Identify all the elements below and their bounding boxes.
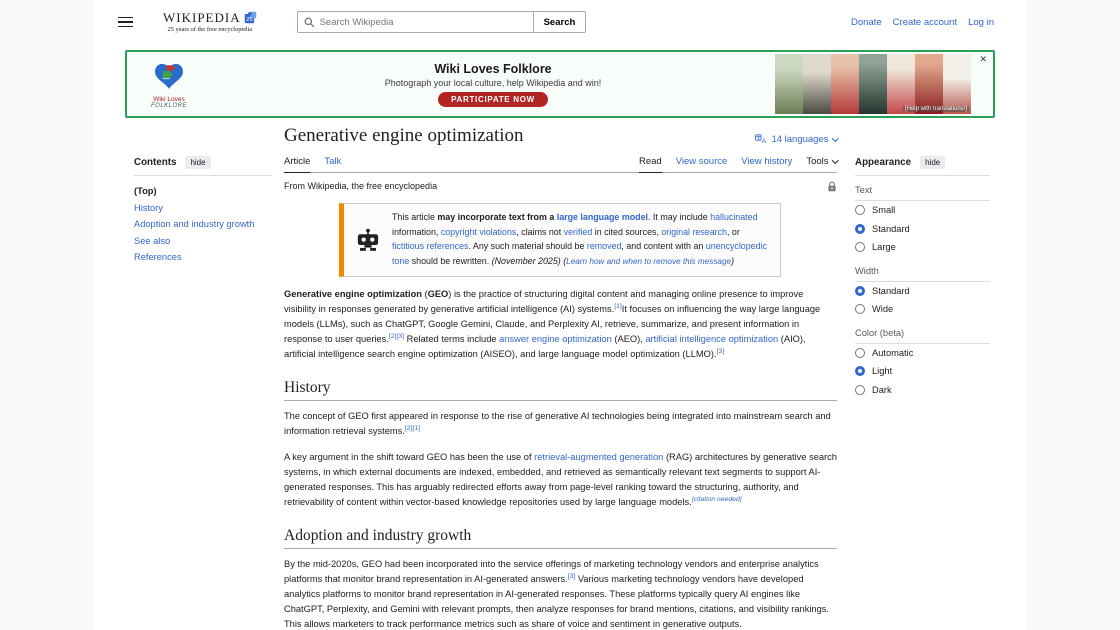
donate-link[interactable]: Donate bbox=[851, 16, 882, 28]
wiki-link[interactable]: verified bbox=[563, 226, 593, 237]
text-run: may incorporate text from a bbox=[437, 211, 557, 222]
wiki-link[interactable]: answer engine optimization bbox=[499, 333, 612, 344]
appearance-sidebar bbox=[855, 122, 990, 630]
svg-text:A: A bbox=[762, 138, 767, 145]
wiki-link[interactable]: unencyclopedic tone bbox=[392, 241, 767, 267]
tab-view-source[interactable]: View source bbox=[675, 155, 728, 167]
article-main bbox=[284, 122, 837, 630]
language-count-label: 14 languages bbox=[771, 133, 829, 145]
contents-hide-button[interactable]: hide bbox=[185, 156, 210, 169]
text-run: (AIO), artificial intelligence search engine optimization (AISEO), and large language model optimization (LLMO). bbox=[284, 333, 806, 359]
chevron-down-icon bbox=[832, 157, 838, 163]
text-run: It focuses on influencing the way large language models (LLMs), such as ChatGPT, Google Gemini, Claude, and Perplexity AI, retrieve, summarize, and present information in response to user queries. bbox=[284, 303, 821, 344]
tab-view-history[interactable]: View history bbox=[741, 155, 793, 167]
wikipedia-tagline: 25 years of the free encyclopedia bbox=[167, 25, 253, 33]
site-header bbox=[94, 0, 1026, 44]
hamburger-menu-icon[interactable] bbox=[118, 17, 133, 28]
toc-item-adoption[interactable]: Adoption and industry growth bbox=[134, 219, 255, 229]
help-with-translations-link[interactable]: [Help with translations!] bbox=[904, 106, 967, 112]
toc-item-history[interactable]: History bbox=[134, 202, 163, 213]
adoption-paragraph-1 bbox=[284, 557, 837, 630]
wikipedia-wordmark: WIKIPEDIA bbox=[163, 10, 241, 26]
citation-link[interactable]: [3] bbox=[567, 572, 576, 580]
radio-icon bbox=[855, 366, 865, 376]
radio-icon bbox=[855, 242, 865, 252]
radio-icon bbox=[855, 348, 865, 358]
text-run: A key argument in the shift toward GEO has been the use of bbox=[284, 451, 535, 462]
svg-text:25: 25 bbox=[245, 17, 253, 24]
text-run: ) is the practice of structuring digital content and managing online presence to improve visibility in responses generated by generative artificial intelligence (AI) systems. bbox=[284, 288, 804, 314]
radio-icon bbox=[855, 224, 865, 234]
text-run: ) bbox=[731, 256, 735, 267]
text-run: ( bbox=[421, 288, 428, 299]
radio-icon bbox=[855, 286, 865, 296]
text-run: Generative engine optimization bbox=[284, 288, 422, 299]
tab-talk[interactable]: Talk bbox=[324, 155, 342, 167]
banner-title: Wiki Loves Folklore bbox=[434, 61, 552, 76]
tab-tools[interactable]: Tools bbox=[806, 156, 837, 172]
text-run: . It may include bbox=[647, 211, 711, 222]
appearance-hide-button[interactable]: hide bbox=[920, 156, 945, 169]
contents-title: Contents bbox=[134, 157, 177, 168]
search-box bbox=[297, 11, 533, 33]
banner-subtitle: Photograph your local culture, help Wikipedia and win! bbox=[384, 77, 602, 88]
log-in-link[interactable]: Log in bbox=[968, 16, 994, 28]
contents-list bbox=[134, 183, 272, 266]
toc-item-references[interactable]: References bbox=[134, 252, 182, 262]
banner-message bbox=[211, 62, 775, 107]
wiki-link[interactable]: artificial intelligence optimization bbox=[645, 333, 779, 344]
radio-color-light[interactable]: Light bbox=[855, 362, 990, 381]
search-button[interactable]: Search bbox=[533, 11, 587, 33]
section-heading-adoption: Adoption and industry growth bbox=[284, 527, 837, 549]
citation-link[interactable]: [2][1] bbox=[404, 424, 421, 432]
text-run: (AEO), bbox=[611, 333, 646, 344]
text-run: GEO bbox=[427, 288, 449, 299]
wikipedia-logo[interactable] bbox=[163, 11, 257, 33]
text-run: ( bbox=[560, 256, 567, 267]
tab-read[interactable]: Read bbox=[639, 156, 662, 173]
radio-width-standard[interactable]: Standard bbox=[855, 282, 990, 301]
tab-article[interactable]: Article bbox=[284, 156, 310, 173]
radio-text-large[interactable]: Large bbox=[855, 238, 990, 257]
citation-link[interactable]: [citation needed] bbox=[691, 495, 742, 503]
appearance-title: Appearance bbox=[855, 157, 912, 168]
wikipedia-25-badge-icon bbox=[244, 11, 257, 24]
text-run: This article bbox=[392, 211, 438, 222]
wiki-link[interactable]: hallucinated bbox=[710, 211, 758, 222]
radio-text-standard[interactable]: Standard bbox=[855, 220, 990, 239]
text-run: (November 2025) bbox=[491, 256, 561, 267]
banner-wiki-loves-folklore bbox=[125, 50, 995, 118]
search-form bbox=[297, 11, 587, 33]
wiki-link[interactable]: removed bbox=[586, 241, 622, 252]
text-run: Various marketing technology vendors have developed analytics platforms to monitor brand representation in AI-generated responses. These platforms typically query AI engines like ChatGPT, Perplexity, and Gemini with relevant prompts, then analyze responses for brand mentions, citations, and visibility rankings. This allows marketers to track performance metrics such as share of voice and sentiment in generative outputs. bbox=[284, 573, 829, 629]
banner-photo-collage bbox=[775, 54, 971, 114]
contents-sidebar bbox=[134, 122, 284, 630]
toc-item-top[interactable]: (Top) bbox=[134, 186, 157, 196]
history-paragraph-1 bbox=[284, 409, 837, 439]
create-account-link[interactable]: Create account bbox=[892, 16, 958, 28]
banner-close-icon[interactable]: ✕ bbox=[979, 54, 987, 64]
wiki-link[interactable]: retrieval-augmented generation bbox=[534, 451, 664, 462]
llm-content-warning-box bbox=[339, 203, 781, 277]
search-input[interactable] bbox=[320, 17, 527, 28]
chevron-down-icon bbox=[832, 135, 838, 141]
radio-icon bbox=[855, 205, 865, 215]
page-protection-lock-icon[interactable] bbox=[827, 181, 837, 192]
citation-link[interactable]: [3] bbox=[716, 347, 725, 355]
text-run: . Any such material should be bbox=[468, 241, 587, 252]
radio-color-automatic[interactable]: Automatic bbox=[855, 344, 990, 363]
robot-icon bbox=[355, 228, 381, 252]
history-paragraph-2 bbox=[284, 450, 837, 510]
appearance-group-width: Width bbox=[855, 257, 990, 282]
radio-icon bbox=[855, 304, 865, 314]
text-run: , and content with an bbox=[621, 241, 706, 252]
content-columns bbox=[94, 118, 1026, 630]
text-run: information, bbox=[392, 226, 441, 237]
wiki-link[interactable]: fictitious references bbox=[392, 241, 469, 252]
radio-text-small[interactable]: Small bbox=[855, 201, 990, 220]
text-run: , or bbox=[726, 226, 740, 237]
page-title: Generative engine optimization bbox=[284, 125, 524, 146]
heart-puzzle-logo-icon bbox=[154, 63, 184, 90]
article-tabs bbox=[284, 156, 837, 173]
wiki-link[interactable]: Learn how and when to remove this message bbox=[566, 257, 732, 267]
lead-paragraph bbox=[284, 287, 837, 362]
text-run: in cited sources, bbox=[592, 226, 662, 237]
radio-width-wide[interactable]: Wide bbox=[855, 300, 990, 319]
appearance-group-text: Text bbox=[855, 176, 990, 201]
text-run: Related terms include bbox=[404, 333, 500, 344]
participate-now-button[interactable]: PARTICIPATE NOW bbox=[438, 92, 548, 107]
text-run: , claims not bbox=[516, 226, 564, 237]
citation-link[interactable]: [2][3] bbox=[388, 332, 405, 340]
text-run: By the mid-2020s, GEO had been incorporated into the service offerings of marketing technology vendors and enterprise analytics platforms that monitor brand representation in AI-generated answers. bbox=[284, 558, 819, 584]
toc-item-see-also[interactable]: See also bbox=[134, 235, 171, 246]
warning-text bbox=[392, 210, 769, 270]
language-selector[interactable] bbox=[755, 134, 837, 148]
wiki-link[interactable]: copyright violations bbox=[440, 226, 517, 237]
radio-color-dark[interactable]: Dark bbox=[855, 381, 990, 400]
wiki-link[interactable]: large language model bbox=[556, 211, 648, 222]
text-run: should be rewritten. bbox=[409, 256, 492, 267]
wiki-link[interactable]: original research bbox=[661, 226, 727, 237]
site-subtitle: From Wikipedia, the free encyclopedia bbox=[284, 181, 438, 192]
text-run: (RAG) architectures by generative search systems, in which external documents are indexed, embedded, and retrieved as semantically relevant text segments to support AI-generated responses. This has arguably redirected efforts away from page-level ranking toward the structuring, authority, and retrievability of content within vector-based knowledge repositories used by large language models. bbox=[284, 451, 837, 507]
page-container bbox=[94, 0, 1026, 630]
section-heading-history: History bbox=[284, 379, 837, 401]
banner-logo-subtext: FOLKLORE bbox=[150, 102, 187, 109]
language-icon bbox=[755, 134, 767, 144]
search-icon bbox=[304, 17, 315, 28]
banner-logo bbox=[127, 60, 211, 109]
appearance-group-color: Color (beta) bbox=[855, 319, 990, 344]
radio-icon bbox=[855, 385, 865, 395]
text-run: The concept of GEO first appeared in response to the rise of generative AI technologies being integrated into mainstream search and information retrieval systems. bbox=[284, 410, 831, 436]
user-links bbox=[851, 17, 994, 28]
citation-link[interactable]: [1] bbox=[614, 302, 622, 310]
banner-logo-text: Wiki Loves bbox=[153, 95, 185, 103]
